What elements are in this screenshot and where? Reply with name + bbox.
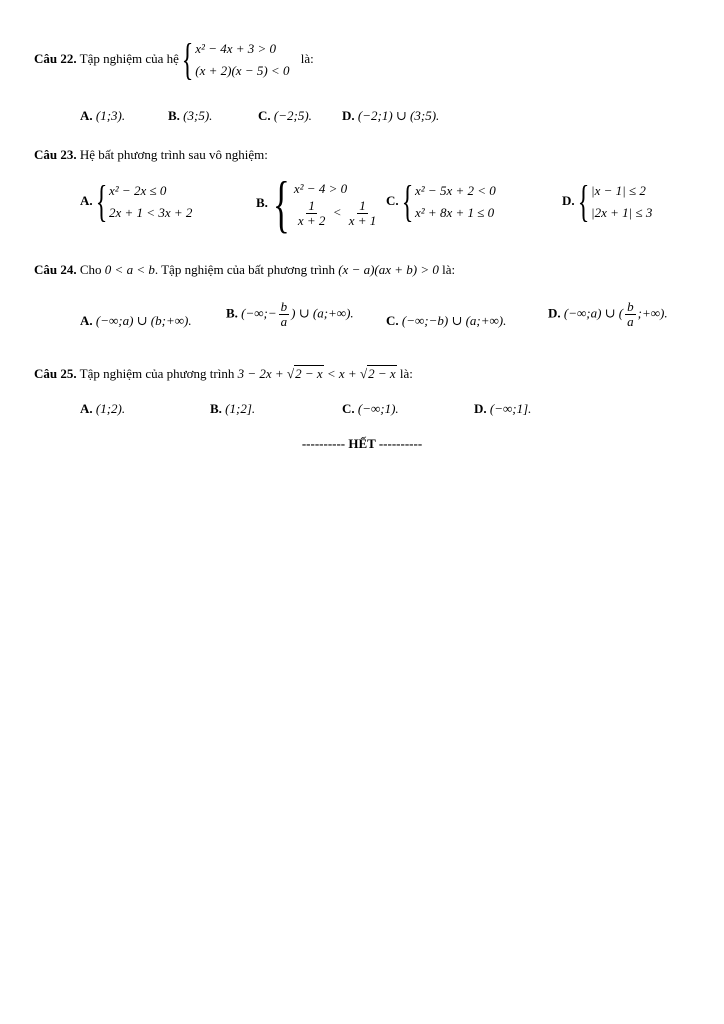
q22-option-a[interactable]: A. (1;3). (80, 108, 126, 123)
q22-text: Tập nghiệm của hệ (79, 50, 179, 66)
q25-option-c[interactable]: C. (−∞;1). (342, 401, 399, 416)
q22-system (181, 35, 290, 84)
brace-icon: { (577, 177, 590, 226)
q23-label: Câu 23. (34, 147, 77, 162)
question-23 (34, 147, 268, 163)
q22-line2: (x + 2)(x − 5) < 0 (195, 63, 290, 78)
q22-option-c[interactable]: C. (−2;5). (258, 108, 312, 123)
q22-label: Câu 22. (34, 50, 77, 66)
q24-option-b[interactable]: B. (−∞;− $\frac{b}{a}$ ) ∪ (a;+∞). (226, 299, 354, 329)
brace-icon: { (401, 177, 414, 226)
question-22 (34, 35, 314, 84)
q25-option-d[interactable]: D. (−∞;1]. (474, 401, 532, 416)
brace-icon: { (95, 177, 108, 226)
q23-option-d[interactable]: D. { |x − 1| ≤ 2 |2x + 1| ≤ 3 (562, 177, 653, 226)
q24-option-c[interactable]: C. (−∞;−b) ∪ (a;+∞). (386, 313, 507, 328)
q23-text: Hệ bất phương trình sau vô nghiệm: (79, 147, 268, 162)
q24-condition: 0 < a < b (104, 262, 155, 277)
q25-option-b[interactable]: B. (1;2]. (210, 401, 256, 416)
q23-option-a[interactable]: A. { x² − 2x ≤ 0 2x + 1 < 3x + 2 (80, 177, 193, 226)
q24-option-a[interactable]: A. (−∞;a) ∪ (b;+∞). (80, 313, 192, 328)
question-25: Câu 25. Tập nghiệm của phương trình 3 − 2x + √2 − x < x + √2 − x là: (34, 366, 413, 381)
brace-icon: { (181, 35, 194, 84)
end-marker: ---------- HẾT ---------- (301, 436, 423, 451)
q22-option-b[interactable]: B. (3;5). (168, 108, 213, 123)
sqrt-icon: √ (359, 366, 368, 381)
q24-label: Câu 24. (34, 262, 77, 277)
q22-option-d[interactable]: D. (−2;1) ∪ (3;5). (342, 108, 440, 123)
q24-inequality: (x − a)(ax + b) > 0 (338, 262, 439, 277)
q25-option-a[interactable]: A. (1;2). (80, 401, 126, 416)
q25-label: Câu 25. (34, 366, 77, 381)
question-24: Câu 24. Cho 0 < a < b. Tập nghiệm của bất phương trình (x − a)(ax + b) > 0 là: (34, 262, 456, 277)
q23-option-b[interactable]: B. { x² − 4 > 0 $\frac{1}{x + 2}$ < $\frac{1}{x + 1}$ (256, 168, 377, 239)
sqrt-icon: √ (286, 366, 295, 381)
q22-tail: là: (300, 50, 314, 66)
q24-option-d[interactable]: D. (−∞;a) ∪ ( $\frac{b}{a}$ ;+∞). (548, 299, 668, 329)
brace-icon: { (273, 168, 290, 239)
q23-option-c[interactable]: C. { x² − 5x + 2 < 0 x² + 8x + 1 ≤ 0 (386, 177, 496, 226)
q22-line1: x² − 4x + 3 > 0 (195, 41, 277, 56)
